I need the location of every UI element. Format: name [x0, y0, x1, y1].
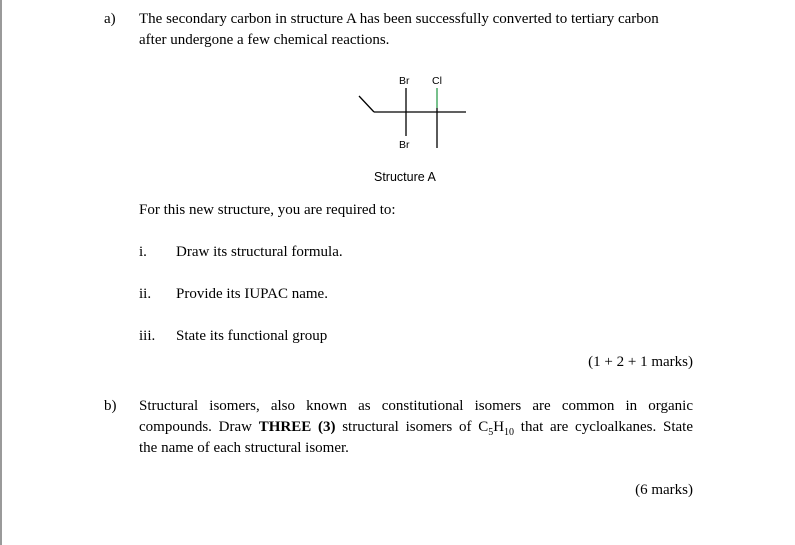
item-text: Draw its structural formula.: [176, 244, 343, 260]
subscript-c: 5: [488, 427, 494, 438]
question-a-intro: For this new structure, you are required to:: [139, 202, 396, 218]
question-a-text-line2: after undergone a few chemical reactions.: [139, 32, 390, 48]
page-left-border: [0, 0, 2, 545]
item-text: Provide its IUPAC name.: [176, 286, 328, 302]
question-a-label: a): [104, 11, 116, 27]
subscript-h: 10: [504, 427, 515, 438]
atom-br-top: Br: [399, 75, 410, 87]
question-b-line1: Structural isomers, also known as constitutional isomers are common in organic: [139, 398, 693, 414]
item-text: State its functional group: [176, 328, 328, 344]
question-b-line3: the name of each structural isomer.: [139, 440, 349, 456]
atom-br-bottom: Br: [399, 139, 410, 151]
bond-line: [359, 96, 374, 112]
atom-cl: Cl: [432, 75, 442, 87]
question-b-marks: (6 marks): [635, 482, 693, 498]
text-fragment: that are cycloalkanes. State: [514, 419, 693, 435]
question-a-marks: (1 + 2 + 1 marks): [588, 354, 693, 370]
item-number: i.: [139, 244, 147, 260]
question-a-text-line1: The secondary carbon in structure A has been successfully converted to tertiary carbon: [139, 11, 659, 27]
question-b-label: b): [104, 398, 117, 414]
text-fragment: H: [493, 419, 505, 435]
item-number: iii.: [139, 328, 156, 344]
structure-a-diagram: [346, 66, 486, 166]
structure-caption: Structure A: [374, 170, 436, 184]
emphasis-three: THREE (3): [258, 419, 336, 435]
text-fragment: structural isomers of C: [335, 419, 489, 435]
text-fragment: compounds. Draw: [139, 419, 259, 435]
item-number: ii.: [139, 286, 152, 302]
